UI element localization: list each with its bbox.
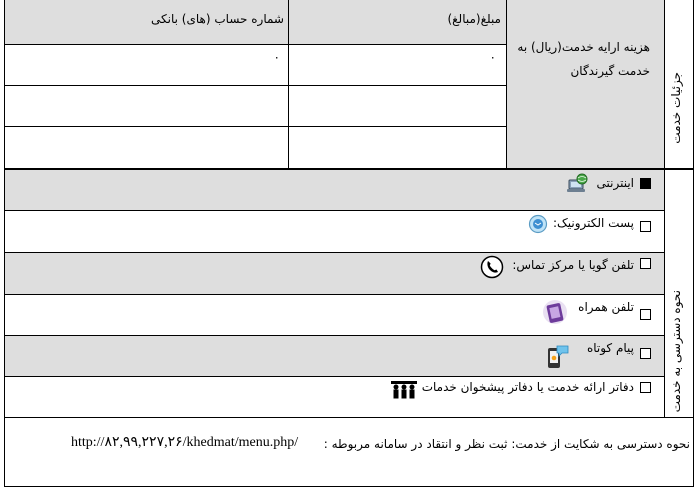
amount-value-1: ۰ — [489, 50, 496, 64]
cost-label-line1: هزینه ارایه خدمت(ریال) به — [517, 40, 650, 54]
option-internet-label: اینترنتی — [596, 176, 634, 190]
option-mobile-label: تلفن همراه — [578, 300, 634, 314]
complaint-label: نحوه دسترسی به شکایت از خدمت: ثبت نظر و انتقاد در سامانه مربوطه : — [323, 437, 690, 451]
col-amount-header: مبلغ(مبالغ) — [447, 12, 501, 26]
account-value-1: ۰ — [273, 50, 280, 64]
option-sms-label: پیام کوتاه — [586, 341, 634, 355]
phone-icon — [480, 255, 504, 283]
checkbox-internet[interactable] — [640, 178, 651, 189]
mobile-phone-icon — [542, 298, 568, 330]
option-email-label: پست الکترونیک: — [552, 216, 634, 230]
email-icon — [528, 214, 548, 238]
access-vertical-label: نحوه دسترسی به خدمت — [669, 290, 683, 413]
col-account-header: شماره حساب (های) بانکی — [151, 12, 284, 26]
service-office-icon — [390, 378, 418, 404]
access-row-1 — [4, 170, 664, 210]
service-form-table — [4, 0, 694, 487]
cost-label-cell — [506, 0, 664, 168]
checkbox-mobile[interactable] — [640, 309, 651, 320]
checkbox-email[interactable] — [640, 221, 651, 232]
checkbox-call-center[interactable] — [640, 258, 651, 269]
service-details-vertical-label: جزئیات خدمت — [669, 72, 683, 144]
cost-label-line2: خدمت گیرندگان — [570, 64, 650, 78]
option-service-offices-label: دفاتر ارائه خدمت یا دفاتر پیشخوان خدمات — [421, 380, 634, 394]
globe-computer-icon — [567, 173, 589, 197]
sms-icon — [546, 344, 570, 374]
option-call-center-label: تلفن گویا یا مرکز تماس: — [512, 258, 634, 272]
checkbox-sms[interactable] — [640, 348, 651, 359]
complaint-url[interactable]: http://۸۲,۹۹,۲۲۷,۲۶/khedmat/menu.php/ — [71, 435, 299, 450]
checkbox-service-offices[interactable] — [640, 382, 651, 393]
